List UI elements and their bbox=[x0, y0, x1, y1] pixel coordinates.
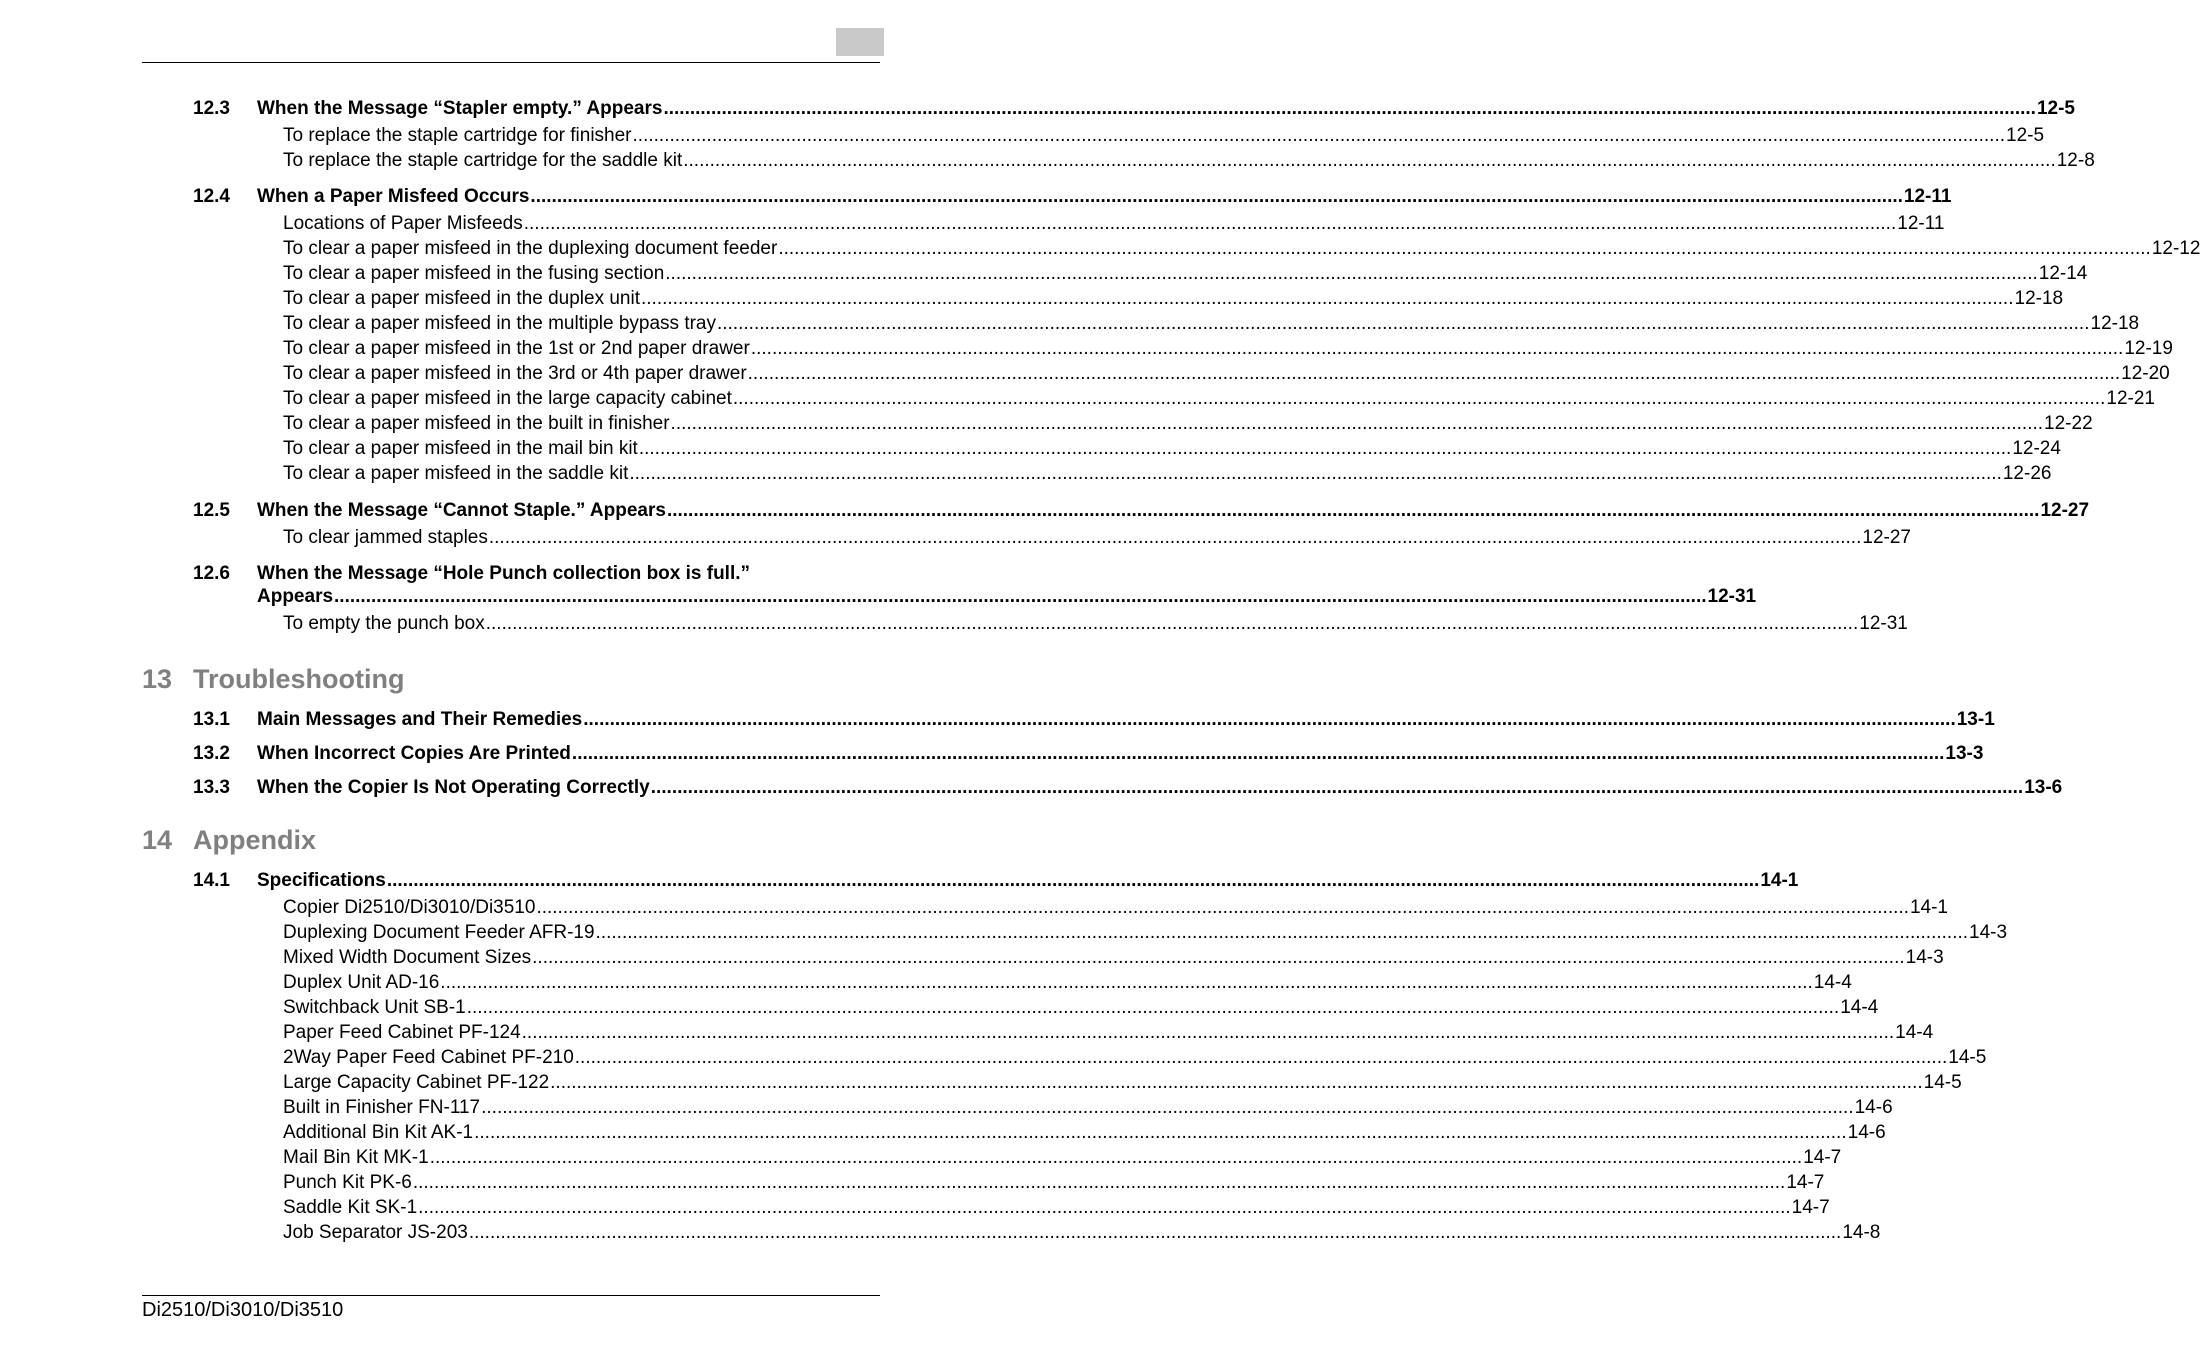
section-number: 12.6 bbox=[193, 563, 230, 584]
page-number: 14-3 bbox=[1969, 922, 2008, 943]
leader-dots bbox=[469, 1220, 1842, 1245]
item-title: To clear a paper misfeed in the fusing section bbox=[283, 263, 665, 284]
leader-dots bbox=[536, 895, 1909, 920]
page-number: 14-5 bbox=[1923, 1072, 1962, 1093]
leader-dots bbox=[532, 945, 1905, 970]
page-number: 14-4 bbox=[1813, 972, 1852, 993]
toc-item[interactable] bbox=[283, 286, 2064, 311]
page-number: 12-22 bbox=[2044, 413, 2093, 434]
leader-dots bbox=[641, 286, 2014, 311]
toc-item[interactable] bbox=[283, 1170, 1825, 1195]
page-number: 14-8 bbox=[1842, 1222, 1881, 1243]
toc-item[interactable] bbox=[283, 386, 2155, 411]
item-title: To clear a paper misfeed in the multiple bypass tray bbox=[283, 313, 716, 334]
section-title: When the Copier Is Not Operating Correctly bbox=[257, 777, 650, 798]
chapter-title: Troubleshooting bbox=[193, 664, 405, 694]
page-number: 12-5 bbox=[2036, 98, 2075, 119]
leader-dots bbox=[751, 336, 2124, 361]
leader-dots bbox=[440, 970, 1813, 995]
leader-dots bbox=[633, 123, 2006, 148]
toc-item[interactable] bbox=[283, 970, 1852, 995]
section-title: When the Message “Hole Punch collection box is full.” bbox=[257, 563, 751, 584]
item-title: Mixed Width Document Sizes bbox=[283, 947, 532, 968]
page-number: 12-31 bbox=[1707, 586, 1757, 607]
page-number: 12-19 bbox=[2124, 338, 2173, 359]
section-title: Specifications bbox=[257, 870, 386, 891]
item-title: To clear a paper misfeed in the duplexing document feeder bbox=[283, 238, 778, 259]
item-title: 2Way Paper Feed Cabinet PF-210 bbox=[283, 1047, 574, 1068]
leader-dots bbox=[524, 211, 1897, 236]
page-number: 12-11 bbox=[1903, 186, 1952, 207]
section-number: 13.2 bbox=[193, 743, 230, 764]
toc-item[interactable] bbox=[283, 336, 2173, 361]
toc-item[interactable] bbox=[283, 1220, 1881, 1245]
page-number: 14-5 bbox=[1948, 1047, 1987, 1068]
toc-item[interactable] bbox=[283, 148, 2095, 173]
page-number: 14-4 bbox=[1840, 997, 1879, 1018]
page-number: 12-18 bbox=[2014, 288, 2064, 309]
page-number: 12-31 bbox=[1859, 613, 1908, 634]
toc-item[interactable] bbox=[283, 1020, 1934, 1045]
header-rule bbox=[142, 62, 880, 63]
section-number: 12.5 bbox=[193, 500, 230, 521]
toc-item[interactable] bbox=[283, 1195, 1830, 1220]
toc-item[interactable] bbox=[283, 436, 2061, 461]
leader-dots bbox=[663, 96, 2036, 121]
leader-dots bbox=[572, 741, 1945, 766]
page-number: 14-7 bbox=[1786, 1172, 1825, 1193]
toc-item[interactable] bbox=[283, 361, 2170, 386]
chapter-number: 14 bbox=[142, 825, 173, 855]
item-title: To clear a paper misfeed in the saddle kit bbox=[283, 463, 629, 484]
toc-item[interactable] bbox=[283, 411, 2093, 436]
leader-dots bbox=[418, 1195, 1791, 1220]
item-title: To clear a paper misfeed in the 3rd or 4th paper drawer bbox=[283, 363, 747, 384]
item-title: Saddle Kit SK-1 bbox=[283, 1197, 418, 1218]
toc-section-13-1[interactable] bbox=[193, 707, 1995, 732]
section-title: When the Message “Stapler empty.” Appears bbox=[257, 98, 663, 119]
page-number: 14-7 bbox=[1791, 1197, 1830, 1218]
toc-item[interactable] bbox=[283, 261, 2088, 286]
item-title: Built in Finisher FN-117 bbox=[283, 1097, 481, 1118]
page-number: 12-11 bbox=[1897, 213, 1945, 234]
chapter-heading-14[interactable] bbox=[142, 823, 316, 857]
toc-item[interactable] bbox=[283, 995, 1879, 1020]
item-title: Job Separator JS-203 bbox=[283, 1222, 468, 1243]
toc-item[interactable] bbox=[283, 1070, 1962, 1095]
toc-item[interactable] bbox=[283, 525, 1911, 550]
section-title: When Incorrect Copies Are Printed bbox=[257, 743, 571, 764]
item-title: Duplex Unit AD-16 bbox=[283, 972, 440, 993]
leader-dots bbox=[717, 311, 2090, 336]
toc-section-13-3[interactable] bbox=[193, 775, 2063, 800]
item-title: Locations of Paper Misfeeds bbox=[283, 213, 523, 234]
section-number: 13.1 bbox=[193, 709, 230, 730]
item-title: Punch Kit PK-6 bbox=[283, 1172, 412, 1193]
toc-item[interactable] bbox=[283, 311, 2140, 336]
toc-item[interactable] bbox=[283, 123, 2045, 148]
leader-dots bbox=[667, 498, 2040, 523]
page-number: 12-14 bbox=[2038, 263, 2088, 284]
leader-dots bbox=[550, 1070, 1923, 1095]
page-number: 12-21 bbox=[2106, 388, 2155, 409]
item-title: To clear a paper misfeed in the large capacity cabinet bbox=[283, 388, 732, 409]
chapter-title: Appendix bbox=[193, 825, 317, 855]
page-number: 14-4 bbox=[1895, 1022, 1934, 1043]
section-title: Main Messages and Their Remedies bbox=[257, 709, 583, 730]
leader-dots bbox=[639, 436, 2012, 461]
leader-dots bbox=[413, 1170, 1786, 1195]
page-number: 14-7 bbox=[1803, 1147, 1842, 1168]
leader-dots bbox=[530, 184, 1903, 209]
item-title: Switchback Unit SB-1 bbox=[283, 997, 466, 1018]
page-number: 12-5 bbox=[2006, 125, 2045, 146]
section-number: 12.3 bbox=[193, 98, 230, 119]
toc-item[interactable] bbox=[283, 920, 2008, 945]
page-number: 12-24 bbox=[2012, 438, 2061, 459]
chapter-number: 13 bbox=[142, 664, 173, 694]
chapter-tab-marker bbox=[836, 28, 884, 56]
chapter-heading-13[interactable] bbox=[142, 662, 404, 696]
item-title: To replace the staple cartridge for the saddle kit bbox=[283, 150, 683, 171]
leader-dots bbox=[387, 868, 1760, 893]
item-title: Additional Bin Kit AK-1 bbox=[283, 1122, 474, 1143]
footer-product-name: Di2510/Di3010/Di3510 bbox=[142, 1299, 344, 1321]
leader-dots bbox=[430, 1145, 1803, 1170]
page-number: 14-1 bbox=[1909, 897, 1948, 918]
leader-dots bbox=[583, 707, 1956, 732]
leader-dots bbox=[651, 775, 2024, 800]
page-number: 13-6 bbox=[2024, 777, 2063, 798]
section-number: 12.4 bbox=[193, 186, 230, 207]
item-title: To empty the punch box bbox=[283, 613, 485, 634]
page-number: 12-26 bbox=[2002, 463, 2052, 484]
leader-dots bbox=[486, 611, 1859, 636]
section-number: 13.3 bbox=[193, 777, 230, 798]
toc-item[interactable] bbox=[283, 1045, 1987, 1070]
leader-dots bbox=[489, 525, 1862, 550]
toc-section-12-6-line1[interactable] bbox=[193, 561, 882, 586]
toc-item[interactable] bbox=[283, 211, 1945, 236]
item-title: Copier Di2510/Di3010/Di3510 bbox=[283, 897, 536, 918]
toc-section-12-5[interactable] bbox=[193, 498, 2090, 523]
page-number: 12-27 bbox=[2040, 500, 2090, 521]
leader-dots bbox=[778, 236, 2151, 261]
leader-dots bbox=[665, 261, 2038, 286]
section-title-continued: Appears bbox=[257, 586, 334, 607]
toc-section-12-3[interactable] bbox=[193, 96, 2075, 121]
toc-item[interactable] bbox=[283, 945, 1944, 970]
item-title: To clear a paper misfeed in the duplex unit bbox=[283, 288, 640, 309]
toc-item[interactable] bbox=[283, 611, 1908, 636]
page-number: 12-12 bbox=[2151, 238, 2200, 259]
toc-item[interactable] bbox=[283, 461, 2052, 486]
page-number: 14-1 bbox=[1760, 870, 1799, 891]
page-number: 14-3 bbox=[1905, 947, 1944, 968]
section-number: 14.1 bbox=[193, 870, 230, 891]
item-title: Duplexing Document Feeder AFR-19 bbox=[283, 922, 595, 943]
leader-dots bbox=[474, 1120, 1847, 1145]
leader-dots bbox=[575, 1045, 1948, 1070]
item-title: To clear a paper misfeed in the built in finisher bbox=[283, 413, 670, 434]
item-title: To clear a paper misfeed in the 1st or 2nd paper drawer bbox=[283, 338, 750, 359]
page-number: 14-6 bbox=[1847, 1122, 1886, 1143]
section-title: When the Message “Cannot Staple.” Appears bbox=[257, 500, 666, 521]
leader-dots bbox=[748, 361, 2121, 386]
item-title: To replace the staple cartridge for finisher bbox=[283, 125, 632, 146]
page-number: 13-3 bbox=[1945, 743, 1984, 764]
toc-item[interactable] bbox=[283, 1095, 1893, 1120]
leader-dots bbox=[481, 1095, 1854, 1120]
item-title: Paper Feed Cabinet PF-124 bbox=[283, 1022, 521, 1043]
leader-dots bbox=[334, 584, 1707, 609]
item-title: To clear jammed staples bbox=[283, 527, 488, 548]
leader-dots bbox=[671, 411, 2044, 436]
toc-section-13-2[interactable] bbox=[193, 741, 1984, 766]
leader-dots bbox=[522, 1020, 1895, 1045]
page-number: 14-6 bbox=[1854, 1097, 1893, 1118]
page-number: 12-27 bbox=[1862, 527, 1911, 548]
page-number: 12-20 bbox=[2121, 363, 2170, 384]
page-number: 12-18 bbox=[2090, 313, 2140, 334]
toc-item[interactable] bbox=[283, 1145, 1842, 1170]
item-title: Mail Bin Kit MK-1 bbox=[283, 1147, 429, 1168]
toc-section-14-1[interactable] bbox=[193, 868, 1799, 893]
leader-dots bbox=[683, 148, 2056, 173]
page-number: 13-1 bbox=[1956, 709, 1995, 730]
leader-dots bbox=[629, 461, 2002, 486]
page-number: 12-8 bbox=[2056, 150, 2095, 171]
item-title: To clear a paper misfeed in the mail bin kit bbox=[283, 438, 638, 459]
leader-dots bbox=[733, 386, 2106, 411]
toc-section-12-4[interactable] bbox=[193, 184, 1952, 209]
toc-item[interactable] bbox=[283, 895, 1948, 920]
section-title: When a Paper Misfeed Occurs bbox=[257, 186, 530, 207]
toc-item[interactable] bbox=[283, 236, 2200, 261]
toc-item[interactable] bbox=[283, 1120, 1886, 1145]
leader-dots bbox=[467, 995, 1840, 1020]
footer-rule bbox=[142, 1295, 880, 1296]
leader-dots bbox=[596, 920, 1969, 945]
toc-section-12-6-line2[interactable] bbox=[257, 584, 1757, 609]
item-title: Large Capacity Cabinet PF-122 bbox=[283, 1072, 550, 1093]
